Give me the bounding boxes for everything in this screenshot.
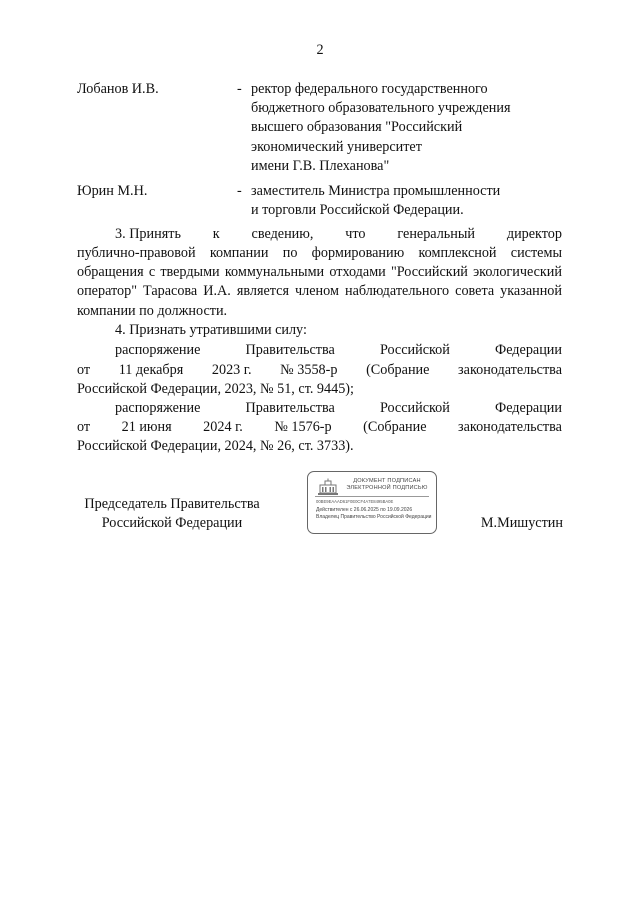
member-dash: - (237, 81, 242, 97)
word: распоряжение (115, 400, 201, 416)
order1-line3: Российской Федерации, 2023, № 51, ст. 9445); (77, 381, 354, 397)
member-name: Лобанов И.В. (77, 81, 159, 97)
order1-line1 (115, 341, 562, 360)
word: генеральный (397, 226, 475, 242)
item3-first-line (115, 225, 562, 244)
stamp-certificate: 00BE9EAAAD61F0E0CF4A7E8495BA0E (316, 499, 394, 504)
word: (Собрание (363, 419, 427, 435)
order2-line3: Российской Федерации, 2024, № 26, ст. 3733). (77, 438, 354, 454)
word: 2024 г. (203, 419, 243, 435)
word: № 1576-р (274, 419, 332, 435)
item4-heading: 4. Признать утратившими силу: (115, 322, 307, 338)
member-name: Юрин М.Н. (77, 183, 148, 199)
electronic-signature-stamp (307, 471, 437, 534)
word: что (345, 226, 366, 242)
word: Федерации (494, 342, 562, 358)
government-building-icon (317, 478, 339, 496)
word: к (212, 226, 220, 242)
stamp-title: ДОКУМЕНТ ПОДПИСАН ЭЛЕКТРОННОЙ ПОДПИСЬЮ (346, 478, 428, 491)
stamp-validity: Действителен с 26.06.2025 по 19.09.2026 (316, 507, 413, 513)
word: законодательства (458, 419, 562, 435)
word: 3. Принять (115, 226, 181, 242)
word: № 3558-р (280, 362, 338, 378)
stamp-owner: Владелец Правительство Российской Федерации (316, 514, 432, 520)
signatory-name: М.Мишустин (480, 515, 563, 531)
stamp-divider (315, 496, 429, 497)
word: Федерации (494, 400, 562, 416)
word: распоряжение (115, 342, 201, 358)
signatory-position: Председатель Правительства Российской Федерации (84, 496, 260, 532)
word: Правительства (245, 400, 335, 416)
order1-line2 (77, 361, 562, 380)
word: от (77, 419, 91, 435)
member-dash: - (237, 183, 242, 199)
page-number: 2 (316, 42, 324, 58)
word: 2023 г. (211, 362, 252, 378)
order2-line1 (115, 399, 562, 418)
order2-line2 (77, 418, 562, 437)
word: (Собрание (366, 362, 430, 378)
word: 21 июня (121, 419, 172, 435)
member-role: заместитель Министра промышленности и торговли Российской Федерации. (251, 183, 501, 219)
word: законодательства (458, 362, 562, 378)
word: Правительства (245, 342, 335, 358)
word: сведению, (251, 226, 314, 242)
word: Российской (379, 342, 450, 358)
item3-text: публично-правовой компании по формированию комплексной системы обращения с твердыми коммунальными отходами "Российский экологический оператор" Тарасова И.А. является членом наблюдательного совета указанной компании по должности. (77, 245, 562, 319)
word: от (77, 362, 91, 378)
word: 11 декабря (118, 362, 184, 378)
word: Российской (379, 400, 450, 416)
member-role: ректор федерального государственного бюджетного образовательного учреждения высшего образования "Российский экономический университет имени Г.В. Плеханова" (251, 81, 511, 174)
word: директор (506, 226, 562, 242)
